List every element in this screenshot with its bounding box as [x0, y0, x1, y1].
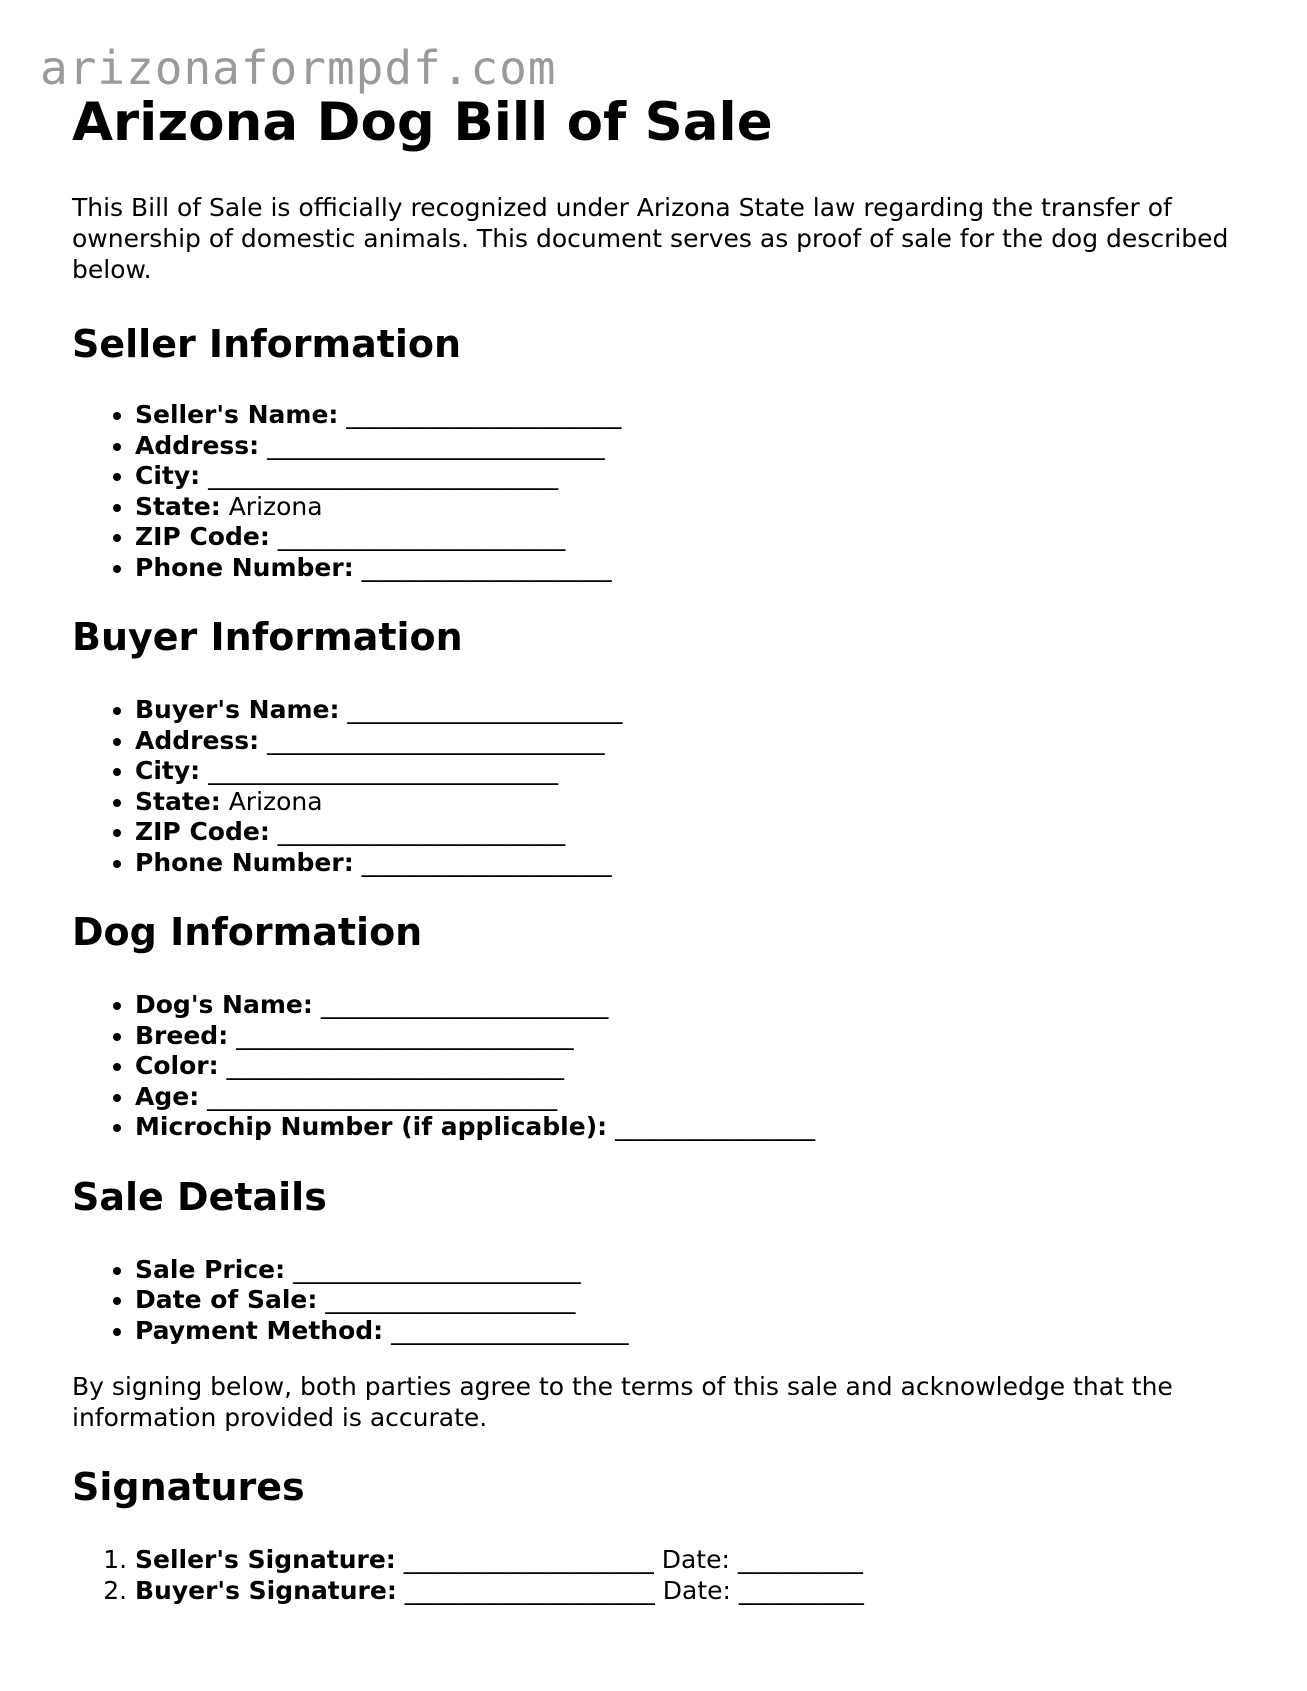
field-value: _______________________	[277, 522, 566, 551]
seller-state-field	[135, 492, 1232, 523]
sale-section-heading: Sale Details	[72, 1174, 327, 1219]
buyer-phone-field	[135, 848, 1232, 879]
field-label: State:	[135, 786, 221, 816]
field-label: Buyer's Name:	[135, 695, 340, 724]
field-value: ______________________	[346, 400, 622, 429]
field-value: ____________________	[361, 552, 612, 582]
dog-breed-field	[135, 1021, 1232, 1052]
dog-section-heading: Dog Information	[72, 910, 423, 954]
field-value: ____________________________	[208, 461, 559, 490]
seller-signature-line	[135, 1545, 1232, 1576]
seller-zip-field	[135, 522, 1232, 553]
sale-date-field	[135, 1285, 1232, 1316]
buyer-city-field	[135, 756, 1232, 787]
dog-color-field	[135, 1051, 1232, 1082]
seller-phone-field	[135, 553, 1232, 584]
buyer-signature-line	[135, 1576, 1232, 1607]
field-value: ____________________________	[207, 1081, 558, 1111]
field-value: ___________________________	[236, 1020, 574, 1050]
intro-paragraph: This Bill of Sale is officially recognized under Arizona State law regarding the transfer of ownership of domestic animals. This document serves as proof of sale for the dog described below.	[72, 193, 1229, 284]
dog-fields-list	[72, 990, 1232, 1143]
field-label: Address:	[135, 725, 260, 755]
field-value: ____________________	[325, 1285, 576, 1314]
field-value: ____________________________	[208, 756, 559, 785]
signatures-section-heading: Signatures	[72, 1465, 305, 1509]
date-label: Date:	[662, 1575, 731, 1605]
buyer-state-field	[135, 787, 1232, 818]
watermark: arizonaformpdf.com	[40, 41, 557, 95]
field-label: Address:	[135, 430, 260, 460]
field-label: City:	[135, 756, 201, 785]
field-value: ___________________________	[226, 1051, 565, 1080]
seller-name-field	[135, 400, 1232, 431]
seller-address-field	[135, 431, 1232, 462]
seller-section-heading: Seller Information	[72, 322, 462, 366]
signature-label: Buyer's Signature:	[135, 1575, 397, 1605]
field-value: ___________________________	[267, 430, 605, 460]
signatures-list	[72, 1545, 1232, 1606]
buyer-zip-field	[135, 817, 1232, 848]
field-label: Dog's Name:	[135, 990, 313, 1019]
field-label: Phone Number:	[135, 552, 354, 582]
field-label: Color:	[135, 1051, 219, 1080]
signature-blank: ____________________	[403, 1545, 654, 1574]
document-body	[72, 86, 1232, 1606]
date-blank: __________	[738, 1575, 864, 1605]
buyer-fields-list	[72, 695, 1232, 878]
sale-fields-list	[72, 1255, 1232, 1347]
field-label: Sale Price:	[135, 1254, 286, 1284]
field-value: ___________________________	[267, 725, 605, 755]
field-value: ______________________	[347, 695, 623, 724]
seller-fields-list	[72, 400, 1232, 583]
field-label: Age:	[135, 1081, 200, 1111]
dog-name-field	[135, 990, 1232, 1021]
field-label: Date of Sale:	[135, 1285, 318, 1314]
field-label: State:	[135, 491, 221, 521]
dog-age-field	[135, 1082, 1232, 1113]
seller-city-field	[135, 461, 1232, 492]
payment-method-field	[135, 1316, 1232, 1347]
field-value: ____________________	[361, 847, 612, 877]
field-value: Arizona	[228, 786, 323, 816]
field-label: Seller's Name:	[135, 400, 339, 429]
field-label: City:	[135, 461, 201, 490]
buyer-section-heading: Buyer Information	[72, 615, 463, 659]
date-blank: __________	[737, 1545, 863, 1574]
page-title: Arizona Dog Bill of Sale	[72, 92, 773, 153]
field-value: ___________________	[391, 1315, 629, 1345]
field-value: _______________________	[320, 990, 609, 1019]
buyer-address-field	[135, 726, 1232, 757]
field-label: Microchip Number (if applicable):	[135, 1112, 608, 1141]
signature-label: Seller's Signature:	[135, 1545, 396, 1574]
sale-price-field	[135, 1255, 1232, 1286]
field-label: Breed:	[135, 1020, 229, 1050]
field-value: _______________________	[293, 1254, 581, 1284]
signature-blank: ____________________	[404, 1575, 655, 1605]
field-value: Arizona	[228, 491, 323, 521]
date-label: Date:	[661, 1545, 730, 1574]
field-label: Payment Method:	[135, 1315, 384, 1345]
field-label: ZIP Code:	[135, 817, 270, 846]
field-value: ________________	[615, 1112, 816, 1141]
field-label: Phone Number:	[135, 847, 354, 877]
buyer-name-field	[135, 695, 1232, 726]
agreement-paragraph: By signing below, both parties agree to the terms of this sale and acknowledge that the information provided is accurate.	[72, 1372, 1173, 1432]
field-label: ZIP Code:	[135, 522, 270, 551]
dog-microchip-field	[135, 1112, 1232, 1143]
field-value: _______________________	[277, 817, 566, 846]
